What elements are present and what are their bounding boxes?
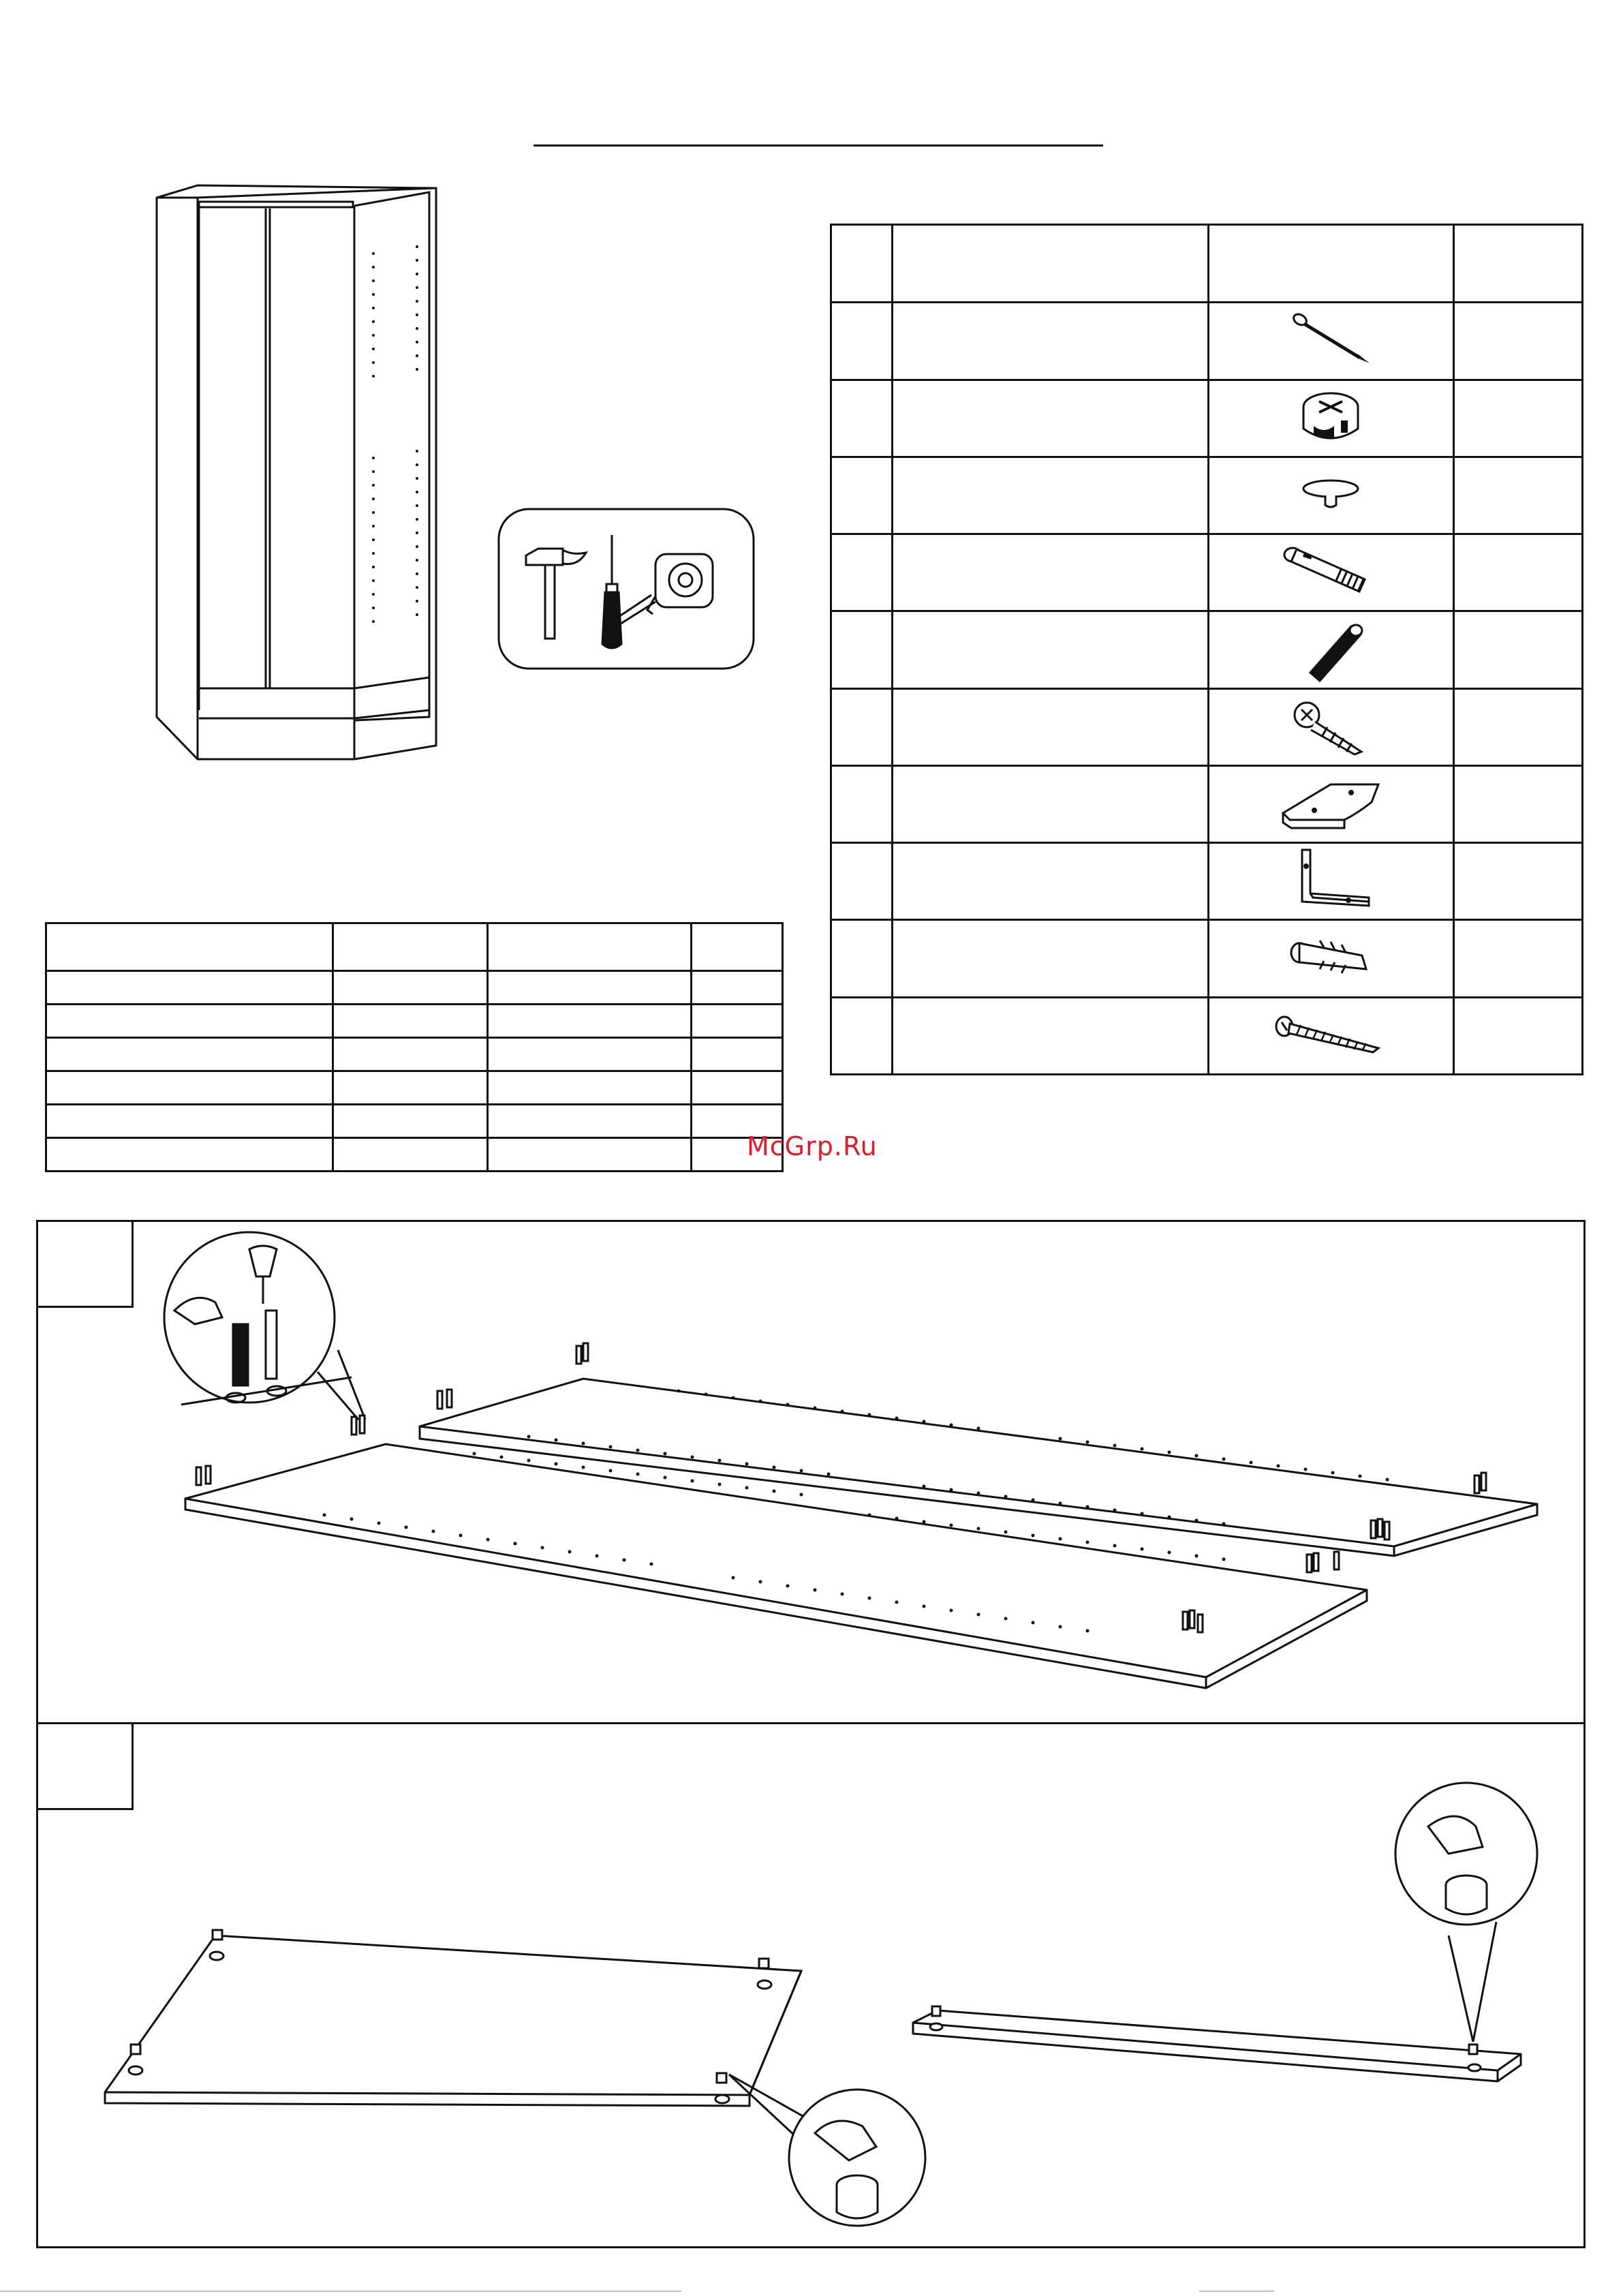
wall-plug-icon: [1283, 927, 1378, 988]
tools-box: [497, 508, 756, 671]
cam-lock-icon: [1293, 386, 1368, 448]
parts-table: [45, 922, 784, 1172]
long-screw-icon: [1269, 1007, 1392, 1062]
step-2-illustration: [38, 1724, 1588, 2250]
hammer-icon: [526, 549, 586, 639]
shelf-support-disc-icon: [1293, 474, 1368, 515]
bottom-rule: [0, 2287, 1623, 2295]
step-1-panel: [36, 1220, 1586, 1724]
nail-icon: [1286, 309, 1375, 370]
step-1-illustration: [38, 1222, 1588, 1726]
angle-bracket-icon: [1283, 846, 1378, 914]
wardrobe-illustration: [150, 179, 443, 765]
step-2-panel: [36, 1722, 1586, 2248]
hole-column-right: [416, 245, 418, 616]
detail-magnifier-step1: [164, 1232, 365, 1420]
top-panel: [105, 1935, 801, 2106]
countersunk-screw-icon: [1286, 692, 1375, 760]
mounting-plate-icon: [1276, 772, 1385, 833]
detail-magnifier-step2-right: [1395, 1783, 1537, 2042]
hole-column-left: [372, 252, 375, 623]
watermark: McGrp.Ru: [747, 1131, 878, 1161]
rail-panel: [913, 2006, 1521, 2081]
screwdriver-icon: [602, 535, 621, 648]
tape-measure-icon: [615, 554, 713, 625]
hardware-table: [830, 224, 1583, 1075]
cam-bolt-icon: [1276, 537, 1385, 605]
wood-dowel-icon: [1290, 614, 1372, 682]
title-underline: [534, 144, 1103, 147]
detail-magnifier-step2-left: [729, 2075, 925, 2226]
